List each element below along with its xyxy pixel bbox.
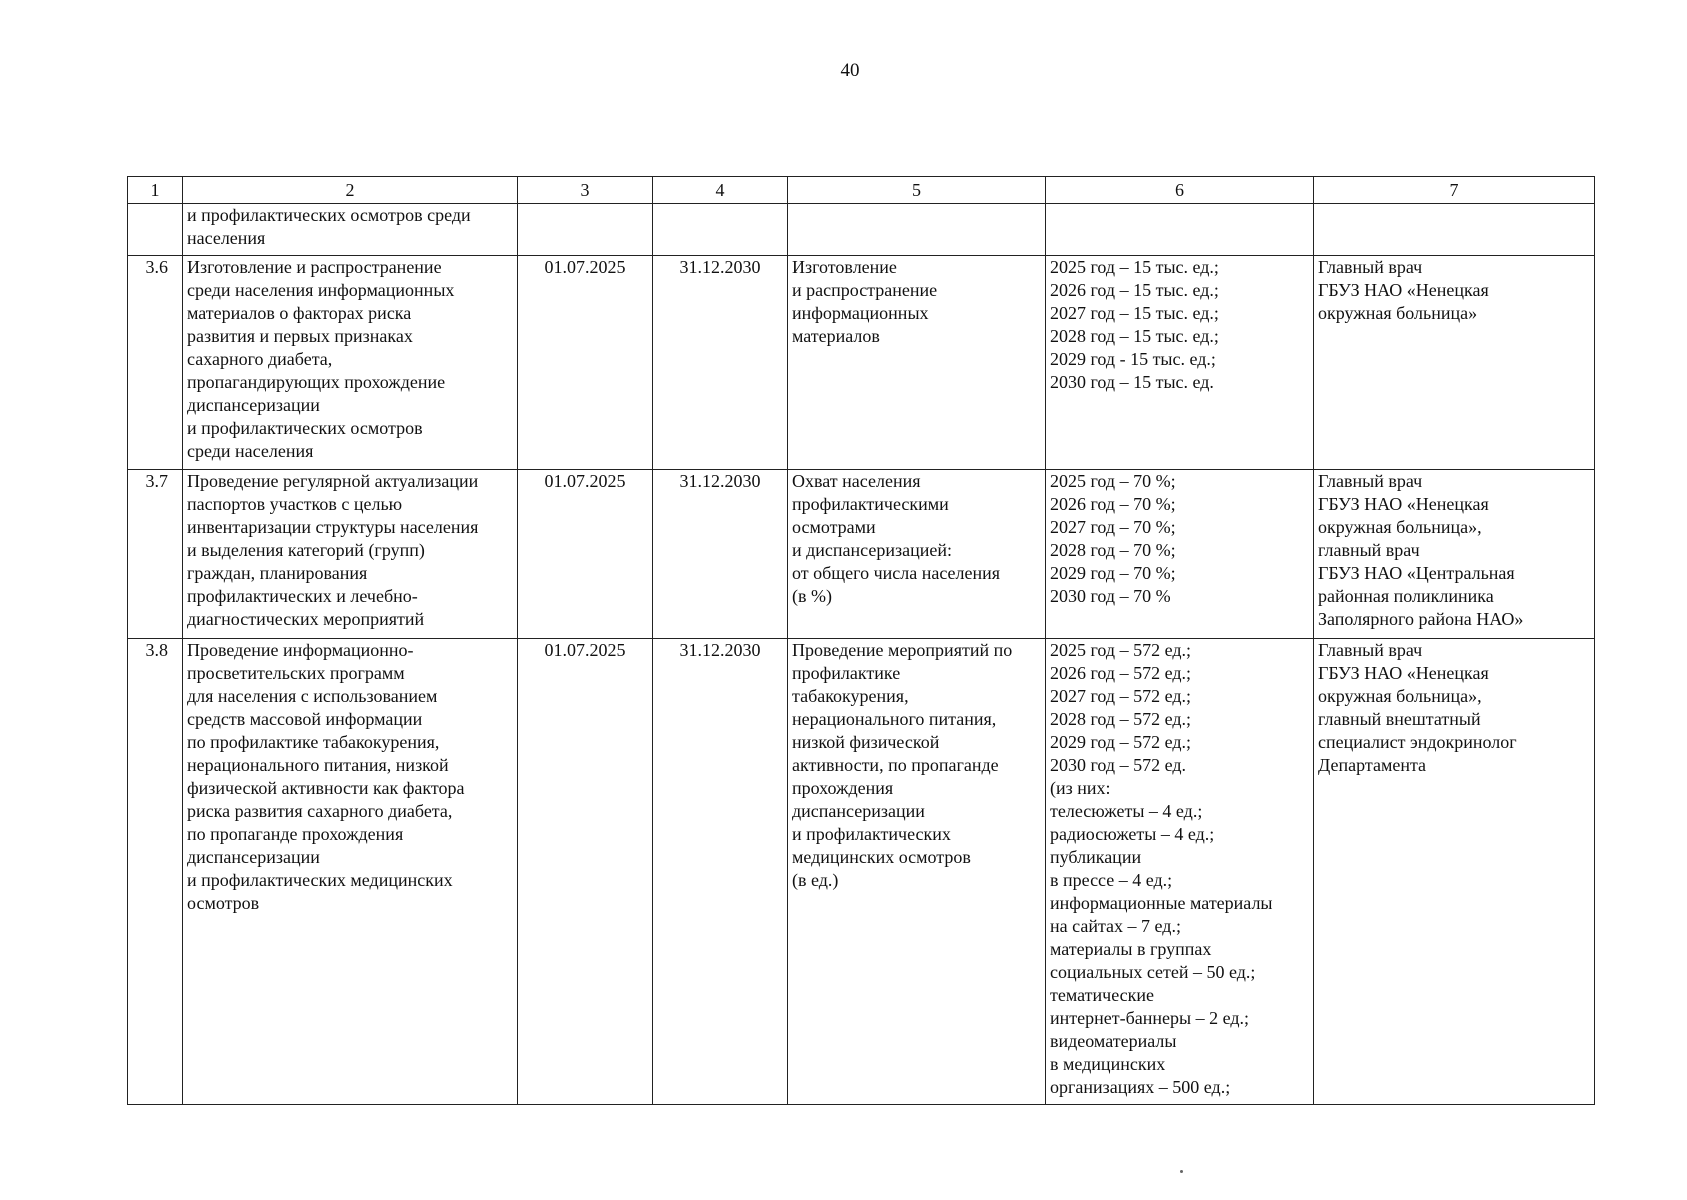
text-line: 2030 год – 15 тыс. ед.: [1050, 372, 1214, 392]
text-line: интернет-баннеры – 2 ед.;: [1050, 1008, 1250, 1028]
text-line: 2028 год – 70 %;: [1050, 540, 1176, 560]
text-line: 2029 год – 572 ед.;: [1050, 732, 1191, 752]
text-line: Проведение информационно-: [187, 640, 414, 660]
text-line: информационных: [792, 303, 929, 323]
responsible-cell: [1314, 639, 1595, 1105]
text-line: тематические: [1050, 985, 1154, 1005]
text-line: окружная больница»,: [1318, 517, 1482, 537]
start-date-cell: 01.07.2025: [518, 639, 653, 1105]
responsible-cell: [1314, 256, 1595, 470]
text-line: Главный врач: [1318, 471, 1423, 491]
text-line: 2028 год – 15 тыс. ед.;: [1050, 326, 1219, 346]
text-line: телесюжеты – 4 ед.;: [1050, 801, 1203, 821]
text-line: диспансеризации: [187, 847, 320, 867]
continuation-row: [128, 204, 1595, 256]
text-line: ГБУЗ НАО «Ненецкая: [1318, 280, 1489, 300]
text-line: диспансеризации: [187, 395, 320, 415]
text-line: окружная больница»: [1318, 303, 1478, 323]
text-line: районная поликлиника: [1318, 586, 1494, 606]
row-number-cell: 3.8: [128, 639, 183, 1105]
text-line: развития и первых признаках: [187, 326, 413, 346]
values-cell: [1046, 470, 1314, 639]
text-line: нерационального питания, низкой: [187, 755, 449, 775]
column-number: 1: [128, 177, 183, 204]
column-number: 3: [518, 177, 653, 204]
text-line: ГБУЗ НАО «Ненецкая: [1318, 494, 1489, 514]
text-line: 2026 год – 572 ед.;: [1050, 663, 1191, 683]
activity-cell: [183, 204, 518, 256]
text-line: осмотров: [187, 893, 260, 913]
end-date-cell: [653, 204, 788, 256]
text-line: организациях – 500 ед.;: [1050, 1077, 1231, 1097]
measures-table: [127, 176, 1595, 1105]
text-line: пропагандирующих прохождение: [187, 372, 446, 392]
text-line: и профилактических медицинских: [187, 870, 453, 890]
column-number: 5: [788, 177, 1046, 204]
responsible-cell: [1314, 470, 1595, 639]
indicator-cell: [788, 256, 1046, 470]
text-line: главный внештатный: [1318, 709, 1481, 729]
text-line: 2025 год – 15 тыс. ед.;: [1050, 257, 1219, 277]
table-row: [128, 470, 1595, 639]
scan-speck: [1180, 1170, 1183, 1173]
text-line: по профилактике табакокурения,: [187, 732, 440, 752]
text-line: (в ед.): [792, 870, 839, 890]
text-line: среди населения: [187, 441, 314, 461]
text-line: 2029 год – 70 %;: [1050, 563, 1176, 583]
start-date-cell: [518, 204, 653, 256]
start-date-cell: 01.07.2025: [518, 470, 653, 639]
text-line: инвентаризации структуры населения: [187, 517, 479, 537]
text-line: и профилактических осмотров: [187, 418, 423, 438]
text-line: Проведение регулярной актуализации: [187, 471, 479, 491]
text-line: Главный врач: [1318, 257, 1423, 277]
end-date-cell: 31.12.2030: [653, 639, 788, 1105]
text-line: и диспансеризацией:: [792, 540, 952, 560]
text-line: 2025 год – 572 ед.;: [1050, 640, 1191, 660]
text-line: от общего числа населения: [792, 563, 1001, 583]
text-line: публикации: [1050, 847, 1142, 867]
values-cell: [1046, 204, 1314, 256]
text-line: и профилактических осмотров среди: [187, 205, 471, 225]
text-line: и распространение: [792, 280, 938, 300]
text-line: риска развития сахарного диабета,: [187, 801, 453, 821]
text-line: 2025 год – 70 %;: [1050, 471, 1176, 491]
text-line: 2027 год – 572 ед.;: [1050, 686, 1191, 706]
text-line: на сайтах – 7 ед.;: [1050, 916, 1181, 936]
text-line: медицинских осмотров: [792, 847, 971, 867]
text-line: диагностических мероприятий: [187, 609, 425, 629]
text-line: населения: [187, 228, 266, 248]
text-line: главный врач: [1318, 540, 1420, 560]
text-line: и выделения категорий (групп): [187, 540, 425, 560]
text-line: 2030 год – 572 ед.: [1050, 755, 1186, 775]
row-number-cell: [128, 204, 183, 256]
indicator-cell: [788, 204, 1046, 256]
values-cell: [1046, 639, 1314, 1105]
text-line: просветительских программ: [187, 663, 405, 683]
text-line: 2028 год – 572 ед.;: [1050, 709, 1191, 729]
column-number: 4: [653, 177, 788, 204]
text-line: окружная больница»,: [1318, 686, 1482, 706]
text-line: ГБУЗ НАО «Ненецкая: [1318, 663, 1489, 683]
text-line: Изготовление: [792, 257, 897, 277]
text-line: 2030 год – 70 %: [1050, 586, 1171, 606]
text-line: табакокурения,: [792, 686, 909, 706]
text-line: Проведение мероприятий по: [792, 640, 1013, 660]
text-line: низкой физической: [792, 732, 940, 752]
text-line: видеоматериалы: [1050, 1031, 1177, 1051]
text-line: Главный врач: [1318, 640, 1423, 660]
text-line: активности, по пропаганде: [792, 755, 999, 775]
text-line: для населения с использованием: [187, 686, 438, 706]
text-line: граждан, планирования: [187, 563, 368, 583]
text-line: 2027 год – 15 тыс. ед.;: [1050, 303, 1219, 323]
start-date-cell: 01.07.2025: [518, 256, 653, 470]
column-number: 7: [1314, 177, 1595, 204]
text-line: Изготовление и распространение: [187, 257, 442, 277]
text-line: в прессе – 4 ед.;: [1050, 870, 1173, 890]
text-line: физической активности как фактора: [187, 778, 465, 798]
text-line: 2026 год – 70 %;: [1050, 494, 1176, 514]
text-line: социальных сетей – 50 ед.;: [1050, 962, 1256, 982]
text-line: профилактических и лечебно-: [187, 586, 418, 606]
text-line: (из них:: [1050, 778, 1111, 798]
end-date-cell: 31.12.2030: [653, 470, 788, 639]
text-line: специалист эндокринолог: [1318, 732, 1517, 752]
text-line: радиосюжеты – 4 ед.;: [1050, 824, 1215, 844]
values-cell: [1046, 256, 1314, 470]
text-line: прохождения: [792, 778, 894, 798]
text-line: сахарного диабета,: [187, 349, 333, 369]
text-line: паспортов участков с целью: [187, 494, 403, 514]
text-line: 2026 год – 15 тыс. ед.;: [1050, 280, 1219, 300]
text-line: осмотрами: [792, 517, 876, 537]
page-number: 40: [840, 60, 860, 81]
column-number-row: [128, 177, 1595, 204]
text-line: 2027 год – 70 %;: [1050, 517, 1176, 537]
text-line: и профилактических: [792, 824, 951, 844]
text-line: по пропаганде прохождения: [187, 824, 404, 844]
text-line: материалов: [792, 326, 880, 346]
text-line: (в %): [792, 586, 832, 606]
end-date-cell: 31.12.2030: [653, 256, 788, 470]
indicator-cell: [788, 470, 1046, 639]
activity-cell: [183, 639, 518, 1105]
text-line: информационные материалы: [1050, 893, 1273, 913]
column-number: 2: [183, 177, 518, 204]
text-line: средств массовой информации: [187, 709, 423, 729]
text-line: Охват населения: [792, 471, 921, 491]
table-row: [128, 256, 1595, 470]
text-line: профилактике: [792, 663, 901, 683]
column-number: 6: [1046, 177, 1314, 204]
text-line: материалов о факторах риска: [187, 303, 412, 323]
text-line: ГБУЗ НАО «Центральная: [1318, 563, 1515, 583]
row-number-cell: 3.7: [128, 470, 183, 639]
responsible-cell: [1314, 204, 1595, 256]
text-line: Заполярного района НАО»: [1318, 609, 1524, 629]
text-line: в медицинских: [1050, 1054, 1166, 1074]
activity-cell: [183, 256, 518, 470]
text-line: нерационального питания,: [792, 709, 997, 729]
row-number-cell: 3.6: [128, 256, 183, 470]
activity-cell: [183, 470, 518, 639]
table-row: [128, 639, 1595, 1105]
text-line: материалы в группах: [1050, 939, 1212, 959]
text-line: среди населения информационных: [187, 280, 455, 300]
text-line: профилактическими: [792, 494, 949, 514]
text-line: Департамента: [1318, 755, 1427, 775]
indicator-cell: [788, 639, 1046, 1105]
text-line: диспансеризации: [792, 801, 925, 821]
text-line: 2029 год - 15 тыс. ед.;: [1050, 349, 1216, 369]
